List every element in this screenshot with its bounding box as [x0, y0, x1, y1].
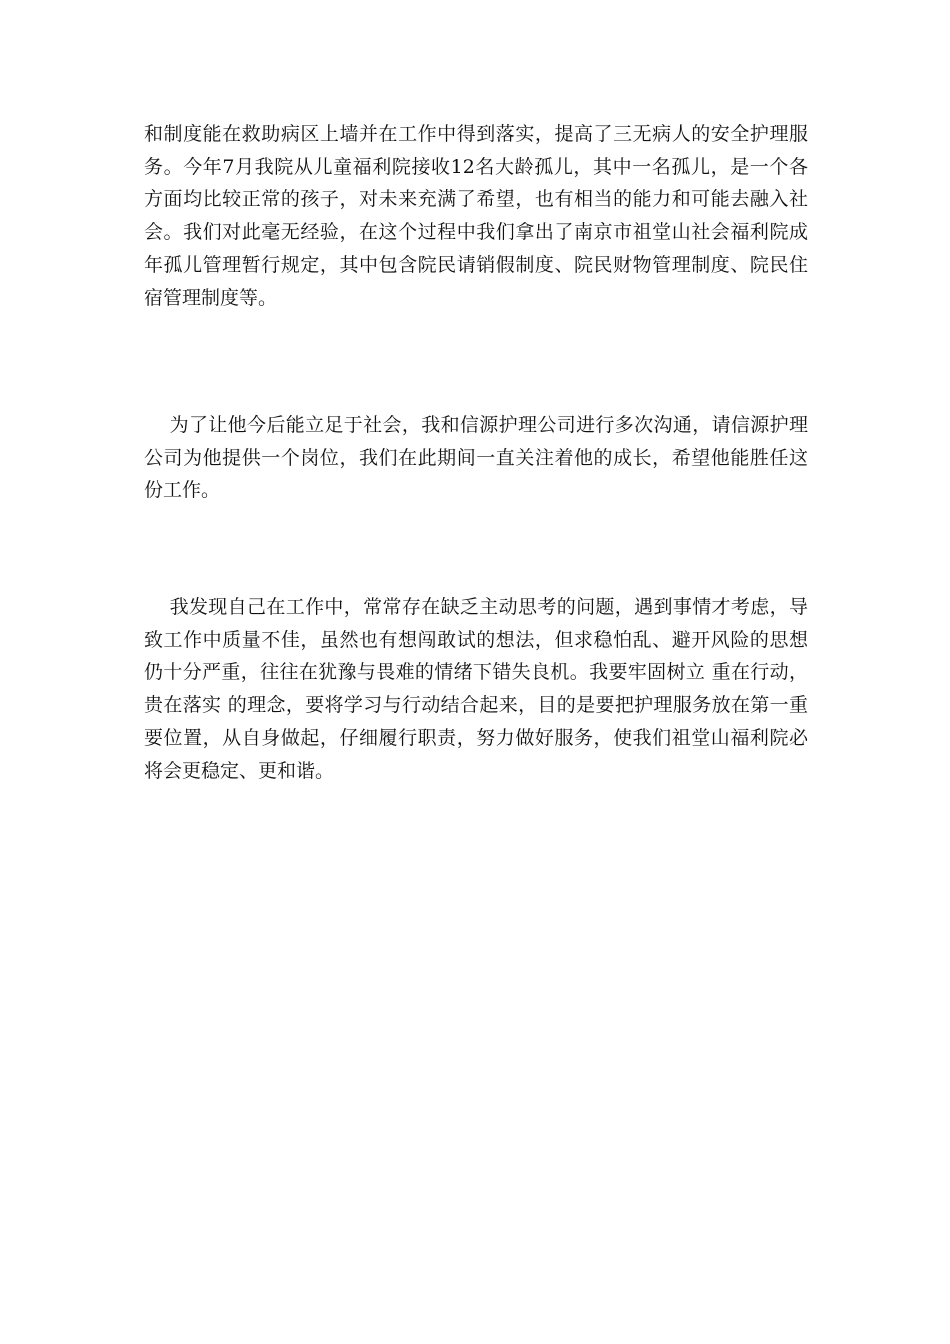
text-line: 为了让他今后能立足于社会，我和信源护理公司进行多次沟通，请信源护理 [144, 414, 808, 436]
text-line: 和制度能在救助病区上墙并在工作中得到落实，提高了三无病人的安全护理服 [144, 123, 808, 145]
text-line: 年孤儿管理暂行规定，其中包含院民请销假制度、院民财物管理制度、院民住 [144, 253, 808, 276]
text-line: 我发现自己在工作中，常常存在缺乏主动思考的问题，遇到事情才考虑，导 [144, 596, 808, 618]
text-line: 致工作中质量不佳，虽然也有想闯敢试的想法，但求稳怕乱、避开风险的思想 [144, 628, 808, 651]
text-line: 贵在落实 的理念，要将学习与行动结合起来，目的是要把护理服务放在第一重 [144, 694, 808, 717]
paragraph-job-placement [144, 409, 808, 507]
text-line: 务。今年7月我院从儿童福利院接收12名大龄孤儿，其中一名孤儿，是一个各 [144, 155, 808, 178]
text-line: 方面均比较正常的孩子，对未来充满了希望，也有相当的能力和可能去融入社 [144, 188, 808, 211]
text-line: 宿管理制度等。 [144, 286, 278, 309]
text-line: 仍十分严重，往往在犹豫与畏难的情绪下错失良机。我要牢固树立 重在行动， [144, 661, 808, 684]
paragraph-self-reflection [144, 591, 808, 787]
text-line: 公司为他提供一个岗位，我们在此期间一直关注着他的成长，希望他能胜任这 [144, 446, 808, 469]
text-line: 将会更稳定、更和谐。 [144, 759, 335, 782]
text-line: 份工作。 [144, 479, 221, 502]
text-line: 会。我们对此毫无经验，在这个过程中我们拿出了南京市祖堂山社会福利院成 [144, 221, 808, 244]
paragraph-rules-and-orphan [144, 118, 808, 314]
text-line: 要位置，从自身做起，仔细履行职责，努力做好服务，使我们祖堂山福利院必 [144, 726, 808, 749]
